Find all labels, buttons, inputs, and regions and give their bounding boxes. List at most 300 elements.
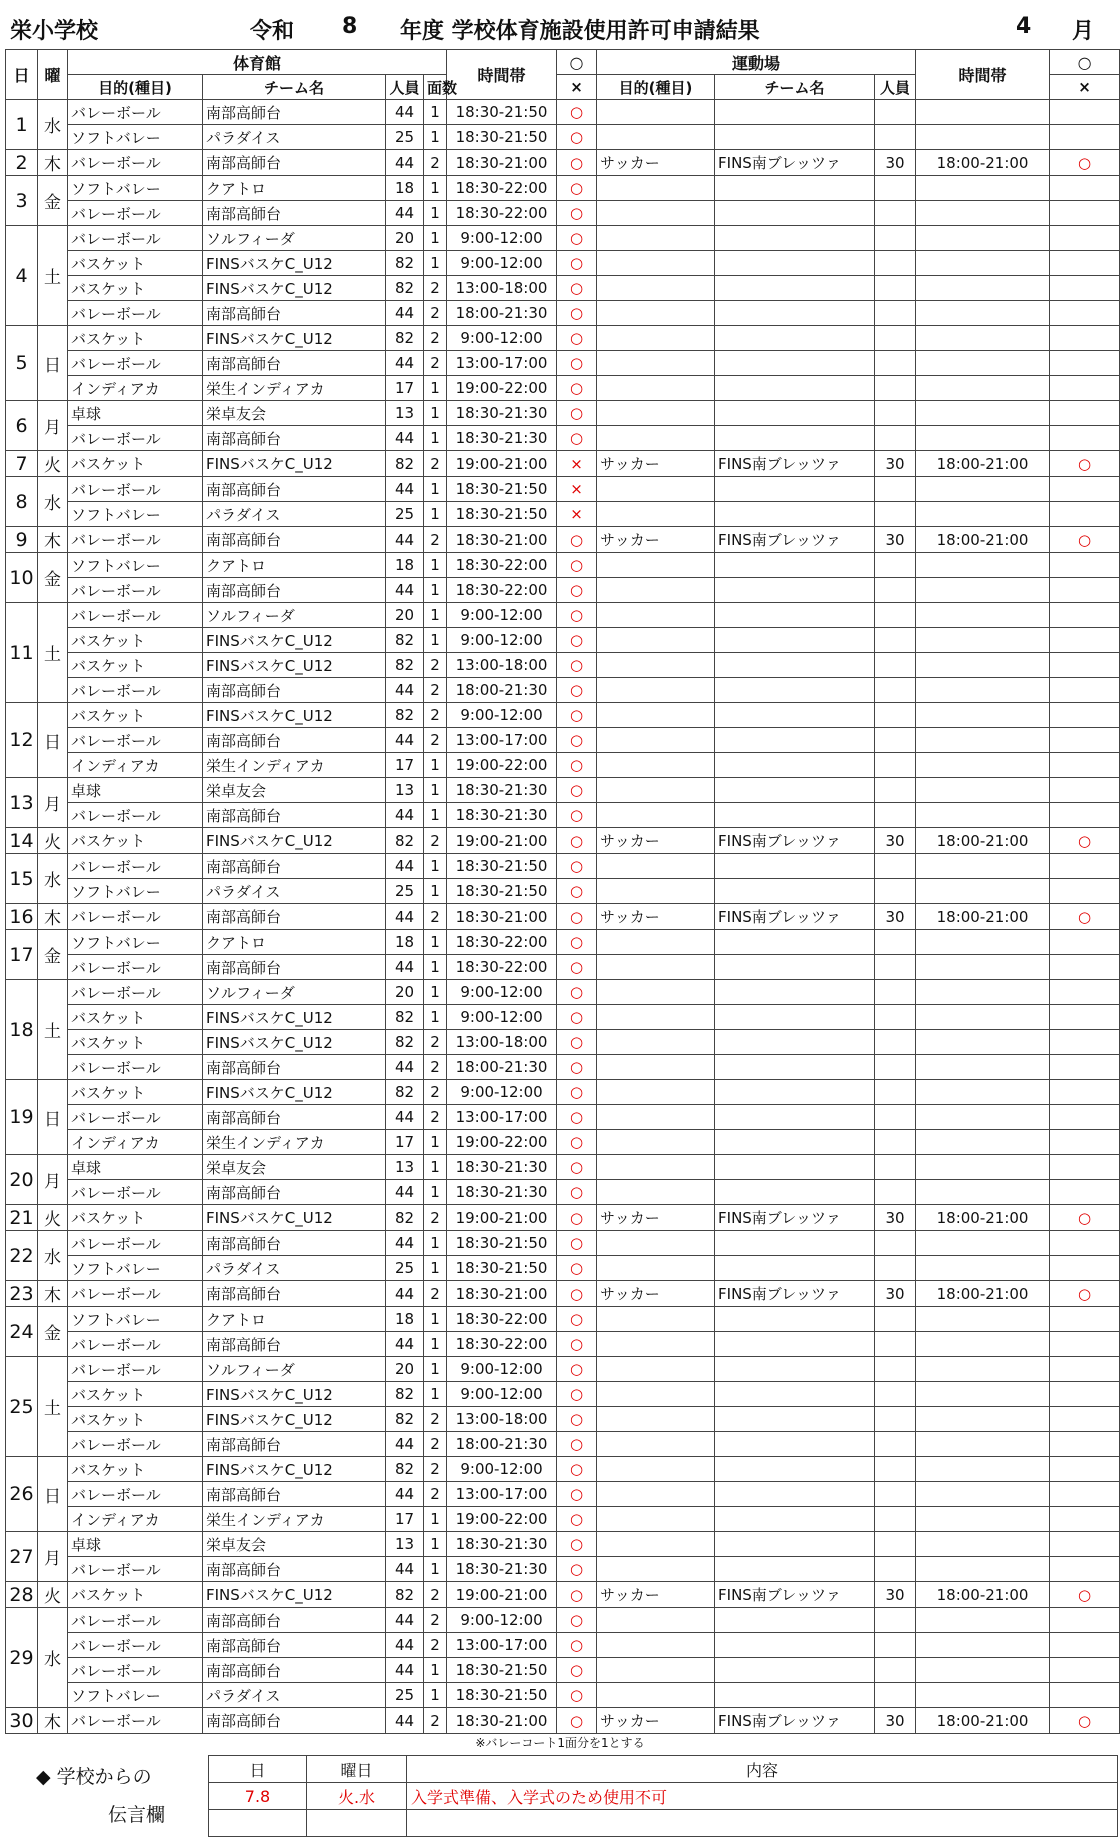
table-row bbox=[6, 753, 1120, 778]
field-purpose bbox=[597, 1030, 715, 1055]
field-result bbox=[1050, 1407, 1120, 1432]
gym-courts: 1 bbox=[424, 1180, 447, 1205]
field-time bbox=[916, 1080, 1050, 1105]
weekday-cell: 月 bbox=[38, 778, 68, 828]
field-time bbox=[916, 376, 1050, 401]
gym-team: 南部高師台 bbox=[203, 301, 386, 326]
gym-courts: 1 bbox=[424, 251, 447, 276]
gym-purpose: ソフトバレー bbox=[68, 502, 203, 527]
gym-team: 栄卓友会 bbox=[203, 1155, 386, 1180]
gym-courts: 2 bbox=[424, 1205, 447, 1231]
field-time bbox=[916, 1055, 1050, 1080]
field-time bbox=[916, 276, 1050, 301]
header-field-people: 人員 bbox=[875, 75, 916, 100]
field-people bbox=[875, 803, 916, 828]
day-cell: 13 bbox=[6, 778, 38, 828]
gym-time: 9:00-12:00 bbox=[447, 1005, 557, 1030]
header-gym: 体育館 bbox=[68, 50, 447, 75]
field-result bbox=[1050, 276, 1120, 301]
message-title-line2: 伝言欄 bbox=[108, 1804, 166, 1826]
gym-result: ○ bbox=[557, 251, 597, 276]
gym-purpose: インディアカ bbox=[68, 753, 203, 778]
table-row bbox=[6, 1507, 1120, 1532]
gym-people: 82 bbox=[386, 1080, 424, 1105]
table-row bbox=[6, 1532, 1120, 1557]
field-team bbox=[715, 930, 875, 955]
gym-time: 9:00-12:00 bbox=[447, 1357, 557, 1382]
gym-time: 9:00-12:00 bbox=[447, 628, 557, 653]
gym-purpose: バレーボール bbox=[68, 980, 203, 1005]
weekday-cell: 土 bbox=[38, 980, 68, 1080]
field-purpose bbox=[597, 703, 715, 728]
field-result bbox=[1050, 201, 1120, 226]
gym-purpose: バスケット bbox=[68, 828, 203, 854]
field-purpose bbox=[597, 1608, 715, 1633]
gym-people: 44 bbox=[386, 201, 424, 226]
header-field-ok: ○ bbox=[1050, 50, 1120, 75]
gym-people: 82 bbox=[386, 1382, 424, 1407]
table-row bbox=[6, 1130, 1120, 1155]
gym-result: × bbox=[557, 477, 597, 502]
gym-courts: 1 bbox=[424, 628, 447, 653]
message-row bbox=[209, 1783, 1118, 1810]
school-name: 栄小学校 bbox=[10, 19, 99, 44]
weekday-cell: 木 bbox=[38, 904, 68, 930]
field-result bbox=[1050, 678, 1120, 703]
field-purpose bbox=[597, 653, 715, 678]
gym-purpose: 卓球 bbox=[68, 1155, 203, 1180]
field-team: FINS南ブレッツァ bbox=[715, 527, 875, 553]
field-result bbox=[1050, 1658, 1120, 1683]
gym-team: パラダイス bbox=[203, 1256, 386, 1281]
gym-result: ○ bbox=[557, 1005, 597, 1030]
gym-result: ○ bbox=[557, 176, 597, 201]
day-cell: 30 bbox=[6, 1708, 38, 1734]
gym-people: 44 bbox=[386, 678, 424, 703]
field-result bbox=[1050, 1005, 1120, 1030]
header-field-team: チーム名 bbox=[715, 75, 875, 100]
table-row bbox=[6, 854, 1120, 879]
field-purpose bbox=[597, 1482, 715, 1507]
field-time bbox=[916, 201, 1050, 226]
field-people bbox=[875, 778, 916, 803]
gym-purpose: 卓球 bbox=[68, 778, 203, 803]
table-row bbox=[6, 1658, 1120, 1683]
gym-team: 栄卓友会 bbox=[203, 1532, 386, 1557]
gym-courts: 1 bbox=[424, 778, 447, 803]
gym-people: 44 bbox=[386, 1281, 424, 1307]
gym-people: 44 bbox=[386, 578, 424, 603]
weekday-cell: 水 bbox=[38, 1231, 68, 1281]
gym-team: 栄生インディアカ bbox=[203, 1507, 386, 1532]
era-label: 令和 bbox=[250, 19, 295, 44]
field-purpose bbox=[597, 1683, 715, 1708]
field-result bbox=[1050, 753, 1120, 778]
gym-people: 13 bbox=[386, 1155, 424, 1180]
message-content: 入学式準備、入学式のため使用不可 bbox=[407, 1783, 1118, 1810]
field-team bbox=[715, 376, 875, 401]
gym-result: ○ bbox=[557, 276, 597, 301]
table-row bbox=[6, 1407, 1120, 1432]
field-result bbox=[1050, 1130, 1120, 1155]
gym-people: 20 bbox=[386, 603, 424, 628]
gym-result: ○ bbox=[557, 1582, 597, 1608]
gym-team: FINSバスケC_U12 bbox=[203, 828, 386, 854]
gym-result: ○ bbox=[557, 326, 597, 351]
field-team bbox=[715, 1180, 875, 1205]
gym-result: ○ bbox=[557, 879, 597, 904]
gym-courts: 1 bbox=[424, 376, 447, 401]
field-purpose bbox=[597, 1256, 715, 1281]
gym-purpose: インディアカ bbox=[68, 1130, 203, 1155]
field-result bbox=[1050, 803, 1120, 828]
field-people bbox=[875, 201, 916, 226]
gym-result: ○ bbox=[557, 1231, 597, 1256]
gym-courts: 1 bbox=[424, 100, 447, 125]
gym-people: 44 bbox=[386, 1055, 424, 1080]
table-row bbox=[6, 1357, 1120, 1382]
day-cell: 16 bbox=[6, 904, 38, 930]
gym-time: 19:00-22:00 bbox=[447, 753, 557, 778]
gym-people: 17 bbox=[386, 376, 424, 401]
gym-people: 20 bbox=[386, 1357, 424, 1382]
gym-time: 13:00-18:00 bbox=[447, 1407, 557, 1432]
gym-time: 18:30-21:30 bbox=[447, 1155, 557, 1180]
gym-result: ○ bbox=[557, 578, 597, 603]
field-people bbox=[875, 125, 916, 150]
gym-team: FINSバスケC_U12 bbox=[203, 1030, 386, 1055]
table-row bbox=[6, 451, 1120, 477]
gym-team: クアトロ bbox=[203, 553, 386, 578]
gym-time: 18:30-22:00 bbox=[447, 176, 557, 201]
month-number: 4 bbox=[1016, 14, 1032, 39]
gym-people: 82 bbox=[386, 1457, 424, 1482]
gym-result: ○ bbox=[557, 1633, 597, 1658]
gym-team: 南部高師台 bbox=[203, 201, 386, 226]
field-team bbox=[715, 176, 875, 201]
gym-team: 南部高師台 bbox=[203, 1180, 386, 1205]
field-people bbox=[875, 1683, 916, 1708]
field-result bbox=[1050, 1382, 1120, 1407]
field-time bbox=[916, 653, 1050, 678]
gym-team: 南部高師台 bbox=[203, 678, 386, 703]
field-purpose bbox=[597, 1231, 715, 1256]
field-purpose bbox=[597, 1457, 715, 1482]
gym-people: 13 bbox=[386, 1532, 424, 1557]
field-team bbox=[715, 1608, 875, 1633]
field-team bbox=[715, 1658, 875, 1683]
field-people bbox=[875, 753, 916, 778]
table-row bbox=[6, 426, 1120, 451]
table-row bbox=[6, 728, 1120, 753]
gym-purpose: バスケット bbox=[68, 1457, 203, 1482]
field-team bbox=[715, 803, 875, 828]
field-purpose bbox=[597, 728, 715, 753]
field-time bbox=[916, 1507, 1050, 1532]
field-time bbox=[916, 854, 1050, 879]
gym-courts: 1 bbox=[424, 1683, 447, 1708]
field-purpose bbox=[597, 879, 715, 904]
gym-result: ○ bbox=[557, 1557, 597, 1582]
field-time bbox=[916, 1482, 1050, 1507]
field-people: 30 bbox=[875, 1708, 916, 1734]
gym-team: ソルフィーダ bbox=[203, 1357, 386, 1382]
field-people bbox=[875, 1658, 916, 1683]
gym-people: 13 bbox=[386, 778, 424, 803]
weekday-cell: 金 bbox=[38, 176, 68, 226]
gym-courts: 1 bbox=[424, 930, 447, 955]
gym-time: 18:30-21:00 bbox=[447, 1708, 557, 1734]
gym-purpose: バレーボール bbox=[68, 1281, 203, 1307]
field-time bbox=[916, 1683, 1050, 1708]
header-field-time: 時間帯 bbox=[916, 50, 1050, 100]
table-row bbox=[6, 1231, 1120, 1256]
field-purpose bbox=[597, 100, 715, 125]
field-time bbox=[916, 1130, 1050, 1155]
gym-team: 南部高師台 bbox=[203, 854, 386, 879]
field-result bbox=[1050, 778, 1120, 803]
gym-time: 18:30-21:30 bbox=[447, 803, 557, 828]
table-row bbox=[6, 1683, 1120, 1708]
table-row bbox=[6, 803, 1120, 828]
weekday-cell: 月 bbox=[38, 1532, 68, 1582]
weekday-cell: 金 bbox=[38, 553, 68, 603]
gym-people: 44 bbox=[386, 1482, 424, 1507]
field-purpose: サッカー bbox=[597, 828, 715, 854]
table-row bbox=[6, 1457, 1120, 1482]
gym-result: ○ bbox=[557, 828, 597, 854]
field-time bbox=[916, 426, 1050, 451]
gym-people: 82 bbox=[386, 1205, 424, 1231]
table-row bbox=[6, 1080, 1120, 1105]
gym-team: 南部高師台 bbox=[203, 1633, 386, 1658]
field-time bbox=[916, 879, 1050, 904]
gym-courts: 1 bbox=[424, 1658, 447, 1683]
gym-purpose: バレーボール bbox=[68, 1658, 203, 1683]
field-team bbox=[715, 251, 875, 276]
field-purpose bbox=[597, 1180, 715, 1205]
weekday-cell: 水 bbox=[38, 1608, 68, 1708]
gym-courts: 1 bbox=[424, 1256, 447, 1281]
gym-people: 44 bbox=[386, 1105, 424, 1130]
field-team bbox=[715, 1507, 875, 1532]
page-header bbox=[6, 8, 1114, 42]
weekday-cell: 金 bbox=[38, 1307, 68, 1357]
field-result: ○ bbox=[1050, 1281, 1120, 1307]
field-people bbox=[875, 1105, 916, 1130]
gym-purpose: バレーボール bbox=[68, 477, 203, 502]
gym-team: FINSバスケC_U12 bbox=[203, 703, 386, 728]
table-row bbox=[6, 1256, 1120, 1281]
gym-people: 82 bbox=[386, 276, 424, 301]
weekday-cell: 火 bbox=[38, 1582, 68, 1608]
gym-courts: 1 bbox=[424, 1382, 447, 1407]
field-time bbox=[916, 351, 1050, 376]
gym-team: 南部高師台 bbox=[203, 904, 386, 930]
gym-people: 25 bbox=[386, 125, 424, 150]
gym-time: 18:30-21:00 bbox=[447, 904, 557, 930]
field-result bbox=[1050, 1457, 1120, 1482]
field-time: 18:00-21:00 bbox=[916, 1708, 1050, 1734]
field-people bbox=[875, 1307, 916, 1332]
table-row bbox=[6, 527, 1120, 553]
table-row bbox=[6, 1432, 1120, 1457]
gym-purpose: バレーボール bbox=[68, 1482, 203, 1507]
table-row bbox=[6, 1582, 1120, 1608]
field-team: FINS南ブレッツァ bbox=[715, 150, 875, 176]
field-time bbox=[916, 1231, 1050, 1256]
field-people bbox=[875, 1557, 916, 1582]
field-team bbox=[715, 100, 875, 125]
gym-result: ○ bbox=[557, 1357, 597, 1382]
table-row bbox=[6, 326, 1120, 351]
message-table bbox=[208, 1755, 1118, 1837]
schedule-table bbox=[5, 49, 1120, 1734]
gym-result: ○ bbox=[557, 376, 597, 401]
gym-result: ○ bbox=[557, 803, 597, 828]
gym-team: ソルフィーダ bbox=[203, 603, 386, 628]
field-result: ○ bbox=[1050, 451, 1120, 477]
field-time bbox=[916, 930, 1050, 955]
field-result bbox=[1050, 603, 1120, 628]
table-header-row-1 bbox=[6, 50, 1120, 75]
document-title: 年度 学校体育施設使用許可申請結果 bbox=[400, 19, 760, 44]
field-people bbox=[875, 1532, 916, 1557]
day-cell: 9 bbox=[6, 527, 38, 553]
field-team bbox=[715, 1357, 875, 1382]
field-purpose bbox=[597, 1155, 715, 1180]
gym-time: 18:30-21:30 bbox=[447, 778, 557, 803]
gym-purpose: バスケット bbox=[68, 703, 203, 728]
field-result bbox=[1050, 879, 1120, 904]
field-result bbox=[1050, 1155, 1120, 1180]
gym-result: ○ bbox=[557, 527, 597, 553]
field-people: 30 bbox=[875, 527, 916, 553]
field-result bbox=[1050, 100, 1120, 125]
gym-people: 44 bbox=[386, 1708, 424, 1734]
gym-courts: 2 bbox=[424, 1281, 447, 1307]
gym-result: ○ bbox=[557, 1608, 597, 1633]
header-gym-purpose: 目的(種目) bbox=[68, 75, 203, 100]
gym-result: ○ bbox=[557, 201, 597, 226]
day-cell: 1 bbox=[6, 100, 38, 150]
field-purpose: サッカー bbox=[597, 150, 715, 176]
field-result bbox=[1050, 1683, 1120, 1708]
gym-team: FINSバスケC_U12 bbox=[203, 251, 386, 276]
gym-people: 25 bbox=[386, 1683, 424, 1708]
field-team: FINS南ブレッツァ bbox=[715, 828, 875, 854]
gym-team: 南部高師台 bbox=[203, 1055, 386, 1080]
field-time bbox=[916, 1180, 1050, 1205]
gym-result: ○ bbox=[557, 753, 597, 778]
weekday-cell: 日 bbox=[38, 326, 68, 401]
field-result bbox=[1050, 1231, 1120, 1256]
gym-team: 南部高師台 bbox=[203, 1557, 386, 1582]
gym-purpose: バレーボール bbox=[68, 603, 203, 628]
gym-team: パラダイス bbox=[203, 125, 386, 150]
gym-courts: 1 bbox=[424, 753, 447, 778]
gym-purpose: バレーボール bbox=[68, 1180, 203, 1205]
gym-purpose: 卓球 bbox=[68, 401, 203, 426]
gym-people: 44 bbox=[386, 1557, 424, 1582]
gym-team: FINSバスケC_U12 bbox=[203, 1582, 386, 1608]
gym-team: ソルフィーダ bbox=[203, 980, 386, 1005]
field-team bbox=[715, 778, 875, 803]
field-time: 18:00-21:00 bbox=[916, 527, 1050, 553]
gym-result: ○ bbox=[557, 1532, 597, 1557]
field-result bbox=[1050, 854, 1120, 879]
field-team bbox=[715, 351, 875, 376]
gym-purpose: ソフトバレー bbox=[68, 553, 203, 578]
field-purpose: サッカー bbox=[597, 904, 715, 930]
weekday-cell: 水 bbox=[38, 477, 68, 527]
gym-people: 82 bbox=[386, 828, 424, 854]
field-purpose bbox=[597, 426, 715, 451]
gym-time: 18:30-21:00 bbox=[447, 527, 557, 553]
gym-team: 南部高師台 bbox=[203, 955, 386, 980]
field-time bbox=[916, 1407, 1050, 1432]
field-team bbox=[715, 301, 875, 326]
gym-result: ○ bbox=[557, 553, 597, 578]
field-purpose bbox=[597, 778, 715, 803]
field-purpose: サッカー bbox=[597, 451, 715, 477]
gym-result: ○ bbox=[557, 1055, 597, 1080]
message-header-day: 日 bbox=[209, 1756, 307, 1783]
gym-courts: 2 bbox=[424, 703, 447, 728]
gym-team: 南部高師台 bbox=[203, 527, 386, 553]
field-team bbox=[715, 1256, 875, 1281]
gym-purpose: ソフトバレー bbox=[68, 1307, 203, 1332]
gym-team: 南部高師台 bbox=[203, 1608, 386, 1633]
day-cell: 8 bbox=[6, 477, 38, 527]
weekday-cell: 土 bbox=[38, 1357, 68, 1457]
gym-people: 17 bbox=[386, 753, 424, 778]
gym-purpose: インディアカ bbox=[68, 376, 203, 401]
field-time bbox=[916, 678, 1050, 703]
gym-result: ○ bbox=[557, 226, 597, 251]
field-people: 30 bbox=[875, 1281, 916, 1307]
field-purpose: サッカー bbox=[597, 1708, 715, 1734]
gym-purpose: バスケット bbox=[68, 1080, 203, 1105]
table-row bbox=[6, 1205, 1120, 1231]
field-purpose bbox=[597, 351, 715, 376]
gym-people: 18 bbox=[386, 930, 424, 955]
gym-team: 南部高師台 bbox=[203, 803, 386, 828]
gym-time: 18:00-21:30 bbox=[447, 301, 557, 326]
field-result bbox=[1050, 125, 1120, 150]
field-people: 30 bbox=[875, 904, 916, 930]
gym-purpose: バレーボール bbox=[68, 578, 203, 603]
gym-time: 13:00-18:00 bbox=[447, 276, 557, 301]
gym-result: ○ bbox=[557, 1180, 597, 1205]
gym-time: 9:00-12:00 bbox=[447, 1608, 557, 1633]
field-people bbox=[875, 1055, 916, 1080]
gym-people: 44 bbox=[386, 955, 424, 980]
field-result: ○ bbox=[1050, 904, 1120, 930]
field-team bbox=[715, 1683, 875, 1708]
gym-result: ○ bbox=[557, 401, 597, 426]
gym-team: FINSバスケC_U12 bbox=[203, 653, 386, 678]
gym-result: ○ bbox=[557, 150, 597, 176]
field-result bbox=[1050, 1507, 1120, 1532]
gym-time: 18:00-21:30 bbox=[447, 1055, 557, 1080]
gym-time: 18:30-22:00 bbox=[447, 553, 557, 578]
field-team bbox=[715, 401, 875, 426]
gym-time: 9:00-12:00 bbox=[447, 326, 557, 351]
field-people bbox=[875, 1357, 916, 1382]
field-result bbox=[1050, 401, 1120, 426]
gym-team: クアトロ bbox=[203, 1307, 386, 1332]
